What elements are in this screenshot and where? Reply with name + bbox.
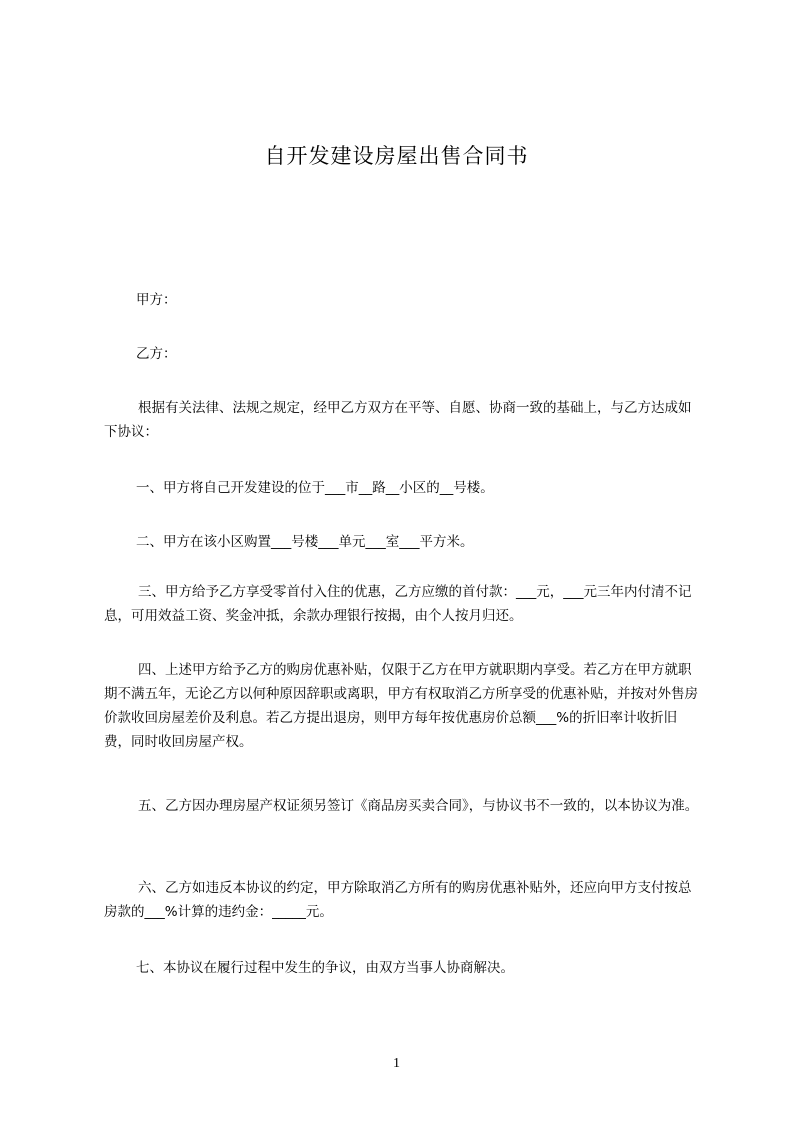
clause-2: 二、甲方在该小区购置___号楼___单元___室___平方米。 bbox=[136, 534, 474, 550]
clause-4: 四、上述甲方给予乙方的购房优惠补贴，仅限于乙方在甲方就职期内享受。若乙方在甲方就职期不满五年，无论乙方以何种原因辞职或离职，甲方有权取消乙方所享受的优惠补贴，并按对外售房价款收回房屋差价及利息。若乙方提出退房，则甲方每年按优惠房价总额___%的折旧率计收折旧费，同时收回房屋产权。 bbox=[104, 662, 698, 750]
clause-7: 七、本协议在履行过程中发生的争议，由双方当事人协商解决。 bbox=[136, 960, 514, 976]
page-number: 1 bbox=[393, 1056, 400, 1071]
party-b-label: 乙方： bbox=[136, 346, 177, 362]
document-title: 自开发建设房屋出售合同书 bbox=[264, 144, 529, 168]
clause-1: 一、甲方将自己开发建设的位于___市__路__小区的__号楼。 bbox=[136, 480, 494, 496]
clause-3: 三、甲方给予乙方享受零首付入住的优惠，乙方应缴的首付款：___元，___元三年内付清不记息，可用效益工资、奖金冲抵，余款办理银行按揭，由个人按月归还。 bbox=[104, 584, 692, 624]
clause-5: 五、乙方因办理房屋产权证须另签订《商品房买卖合同》，与协议书不一致的，以本协议为准。 bbox=[138, 798, 699, 814]
party-a-label: 甲方： bbox=[136, 292, 177, 308]
preamble-paragraph: 根据有关法律、法规之规定，经甲乙方双方在平等、自愿、协商一致的基础上，与乙方达成如下协议： bbox=[104, 400, 692, 440]
clause-6: 六、乙方如违反本协议的约定，甲方除取消乙方所有的购房优惠补贴外，还应向甲方支付按总房款的___%计算的违约金：_____元。 bbox=[104, 880, 692, 920]
